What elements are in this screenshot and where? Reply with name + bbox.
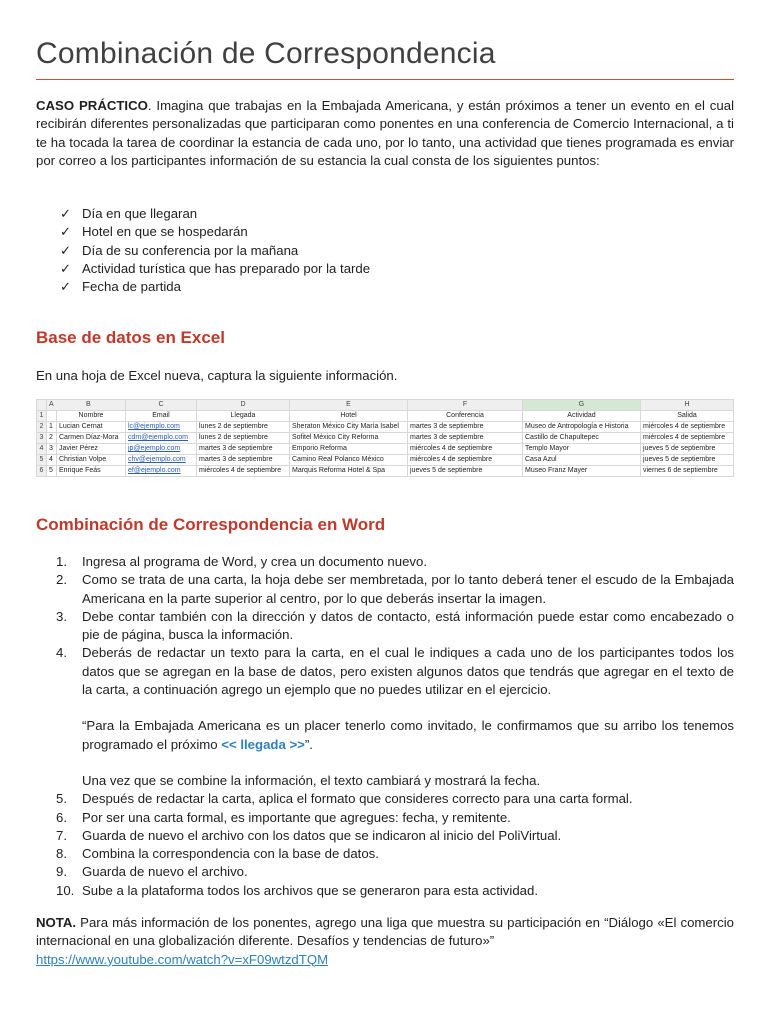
header-cell[interactable]: Nombre	[57, 411, 126, 422]
steps-list	[36, 553, 734, 900]
table-row: 6 5 Enrique Feás ef@ejemplo.com miércoles 4 de septiembre Marquis Reforma Hotel & Spa jueves 5 de septiembre Museo Franz Mayer viernes 6 de septiembre	[37, 466, 734, 477]
list-item: 1. Ingresa al programa de Word, y crea un documento nuevo.	[56, 554, 428, 569]
section-heading-excel: Base de datos en Excel	[36, 328, 225, 347]
column-letter[interactable]: C	[126, 400, 197, 411]
youtube-link[interactable]: https://www.youtube.com/watch?v=xF09wtzdTQM	[36, 951, 329, 967]
header-cell[interactable]: Actividad	[523, 411, 641, 422]
checklist-item: ✓ Día en que llegaran	[60, 205, 370, 223]
list-item: 5. Después de redactar la carta, aplica el formato que consideres correcto para una carta formal.	[56, 791, 633, 807]
column-letter[interactable]: A B	[47, 400, 126, 411]
excel-instruction: En una hoja de Excel nueva, captura la siguiente información.	[36, 368, 398, 383]
list-item: 9. Guarda de nuevo el archivo.	[56, 864, 248, 880]
checklist-item: ✓ Fecha de partida	[60, 278, 370, 296]
checkmark-icon: ✓	[60, 279, 72, 295]
table-row: 2 1 Lucian Cernat lc@ejemplo.com lunes 2 de septiembre Sheraton México City María Isabel martes 3 de septiembre Museo de Antropología e Historia miércoles 4 de septiembre	[37, 422, 734, 433]
header-cell[interactable]: Llegada	[197, 411, 290, 422]
header-cell[interactable]: Conferencia	[408, 411, 523, 422]
checklist-item: ✓ Día de su conferencia por la mañana	[60, 242, 370, 260]
column-letter[interactable]: G	[523, 400, 641, 411]
column-letter[interactable]: D	[197, 400, 290, 411]
intro-lead: CASO PRÁCTICO	[36, 98, 148, 113]
table-row: 3 2 Carmen Díaz-Mora cdm@ejemplo.com lunes 2 de septiembre Sofitel México City Reforma martes 3 de septiembre Castillo de Chapultepec miércoles 4 de septiembre	[37, 433, 734, 444]
checklist	[60, 205, 370, 296]
table-row: 4 3 Javier Pérez jp@ejemplo.com martes 3 de septiembre Emporio Reforma miércoles 4 de septiembre Templo Mayor jueves 5 de septiembre	[37, 444, 734, 455]
intro-paragraph	[36, 97, 734, 170]
header-cell[interactable]: Email	[126, 411, 197, 422]
checkmark-icon: ✓	[60, 260, 72, 276]
list-item: 7. Guarda de nuevo el archivo con los datos que se indicaron al inicio del PoliVirtual.	[56, 827, 562, 843]
title-divider	[36, 79, 734, 80]
table-row: 5 4 Christian Volpe chv@ejemplo.com martes 3 de septiembre Camino Real Polanco México miércoles 4 de septiembre Casa Azul jueves 5 de septiembre	[37, 455, 734, 466]
header-cell[interactable]: Hotel	[290, 411, 408, 422]
column-letters-row	[37, 400, 734, 411]
checkmark-icon: ✓	[60, 224, 72, 240]
column-letter[interactable]: F	[408, 400, 523, 411]
checklist-item: ✓ Hotel en que se hospedarán	[60, 223, 370, 241]
page-title: Combinación de Correspondencia	[36, 37, 496, 70]
note-lead: NOTA.	[36, 915, 77, 930]
checkmark-icon: ✓	[60, 206, 72, 221]
note-paragraph: NOTA. Para más información de los ponentes, agrego una liga que muestra su participación en “Diálogo «El comercio internacional en una globalización diferente. Desafíos y tendencias de futuro»” https://www.youtube.com/watch?v=xF09wtzdTQM	[36, 915, 734, 967]
section-heading-word: Combinación de Correspondencia en Word	[36, 515, 386, 534]
checklist-item: ✓ Actividad turística que has preparado por la tarde	[60, 260, 370, 278]
list-item: 3. Debe contar también con la dirección y datos de contacto, está información puede estar como encabezado o pie de página, busca la información.	[56, 608, 734, 643]
list-item: 4. Deberás de redactar un texto para la carta, en el cual le indiques a cada uno de los participantes todos los datos que se agregan en la base de datos, pero existen algunos datos que tendrás que agregar en el texto de la carta, a continuación agrego un ejemplo que no puedes utilizar en el ejercicio.	[56, 645, 734, 698]
list-item: 6. Por ser una carta formal, es importante que agregues: fecha, y remitente.	[56, 809, 511, 825]
column-letter[interactable]: E	[290, 400, 408, 411]
header-cell[interactable]: Salida	[641, 411, 734, 422]
list-item: 8. Combina la correspondencia con la base de datos.	[56, 846, 379, 862]
spreadsheet-table	[36, 399, 734, 477]
checkmark-icon: ✓	[60, 242, 72, 258]
table-header-row: 1 Nombre Email Llegada Hotel Conferencia Actividad Salida	[37, 411, 734, 422]
column-letter[interactable]: H	[641, 400, 734, 411]
intro-text: . Imagina que trabajas en la Embajada Americana, y están próximos a tener un evento en el cual recibirán diferentes personalizadas que participaran como ponentes en una conferencia de Comercio Internacional, a ti te ha tocada la tarea de coordinar la estancia de cada uno, por lo tanto, una actividad que tienes programada es enviar por correo a los participantes información de su estancia la cual consta de los siguientes puntos:	[36, 98, 735, 168]
list-item: 10. Sube a la plataforma todos los archivos que se generaron para esta actividad.	[56, 882, 538, 898]
example-quote: “Para la Embajada Americana es un placer tenerlo como invitado, le confirmamos que su arribo los tenemos programado el próximo << llegada >>”.	[82, 718, 734, 752]
merge-field-tag: << llegada >>	[221, 736, 305, 752]
quote-note: Una vez que se combine la información, el texto cambiará y mostrará la fecha.	[82, 772, 541, 788]
list-item: 2. Como se trata de una carta, la hoja debe ser membretada, por lo tanto deberá tener el escudo de la Embajada Americana en la parte superior al centro, por lo que deberás insertar la imagen.	[56, 572, 734, 606]
